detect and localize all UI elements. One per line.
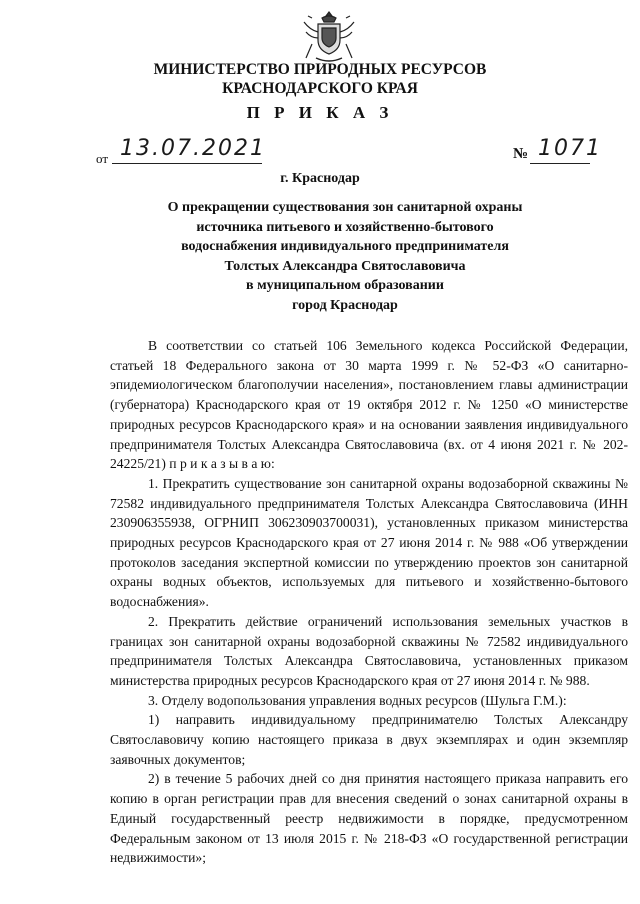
title-line: Толстых Александра Святославовича [224,258,466,274]
title-line: водоснабжения индивидуального предпринимателя [181,239,509,254]
city: г. Краснодар [280,171,360,186]
title-line: О прекращении существования зон санитарной охраны [167,200,523,215]
ministry-name-line2: КРАСНОДАРСКОГО КРАЯ [222,80,418,97]
item-2-paragraph: 2. Прекратить действие ограничений использования земельных участков в границах зон санитарной охраны водозаборной скважины № 72582 индивидуального предпринимателя Толстых Александра Святославовича, установленных приказом министерства природных ресурсов Краснодарского края от 27 июня 2014 г. № 988. [110,613,628,688]
ministry-name-line1: МИНИСТЕРСТВО ПРИРОДНЫХ РЕСУРСОВ [153,61,487,78]
item-3-1-paragraph: 1) направить индивидуальному предпринимателю Толстых Александру Святославовичу копию настоящего приказа в двух экземплярах и один экземпляр заявочных документов; [110,712,628,767]
title-line: источника питьевого и хозяйственно-бытового [196,219,494,235]
document-type: П Р И К А З [246,103,394,122]
preamble-paragraph: В соответствии со статьей 106 Земельного кодекса Российской Федерации, статьей 18 Федерального закона от 30 марта 1999 г. № 52-ФЗ «О санитарно-эпидемиологическом благополучии населения», постановлением главы администрации (губернатора) Краснодарского края от 19 октября 2012 г. № 1250 «О министерстве природных ресурсов Краснодарского края» и на основании заявления индивидуального предпринимателя Толстых Александра Святославовича (вх. от 4 июня 2021 г. № 202-24225/21) п р и к а з ы в а ю: [110,338,628,472]
order-date: 13.07.2021 [120,136,266,161]
date-prefix: от [96,151,109,166]
order-title [110,198,580,315]
order-number: 1071 [538,136,602,161]
number-prefix: № [513,146,529,162]
title-line: город Краснодар [292,297,398,313]
item-1-paragraph: 1. Прекратить существование зон санитарной охраны водозаборной скважины № 72582 индивидуального предпринимателя Толстых Александра Святославовича (ИНН 230906355938, ОГРНИП 306230903700031), установленных приказом министерства природных ресурсов Краснодарского края от 27 июня 2014 г. № 988 «Об утверждении протоколов заседания экспертной комиссии по утверждению проектов зон санитарной охраны водных объектов, используемых для питьевого и хозяйственно-бытового водоснабжения». [110,475,628,610]
item-3-2-paragraph: 2) в течение 5 рабочих дней со дня принятия настоящего приказа направить его копию в орган регистрации прав для внесения сведений о зонах санитарной охраны в Единый государственный реестр недвижимости в порядке, предусмотренном Федеральным законом от 13 июля 2015 г. № 218-ФЗ «О государственной регистрации недвижимости»; [110,771,628,866]
order-body [110,336,628,868]
number-underline [530,163,590,164]
item-3-paragraph: 3. Отделу водопользования управления водных ресурсов (Шульга Г.М.): [148,692,567,708]
coat-of-arms-emblem [300,8,358,66]
date-underline [112,163,262,164]
title-line: в муниципальном образовании [246,278,444,293]
